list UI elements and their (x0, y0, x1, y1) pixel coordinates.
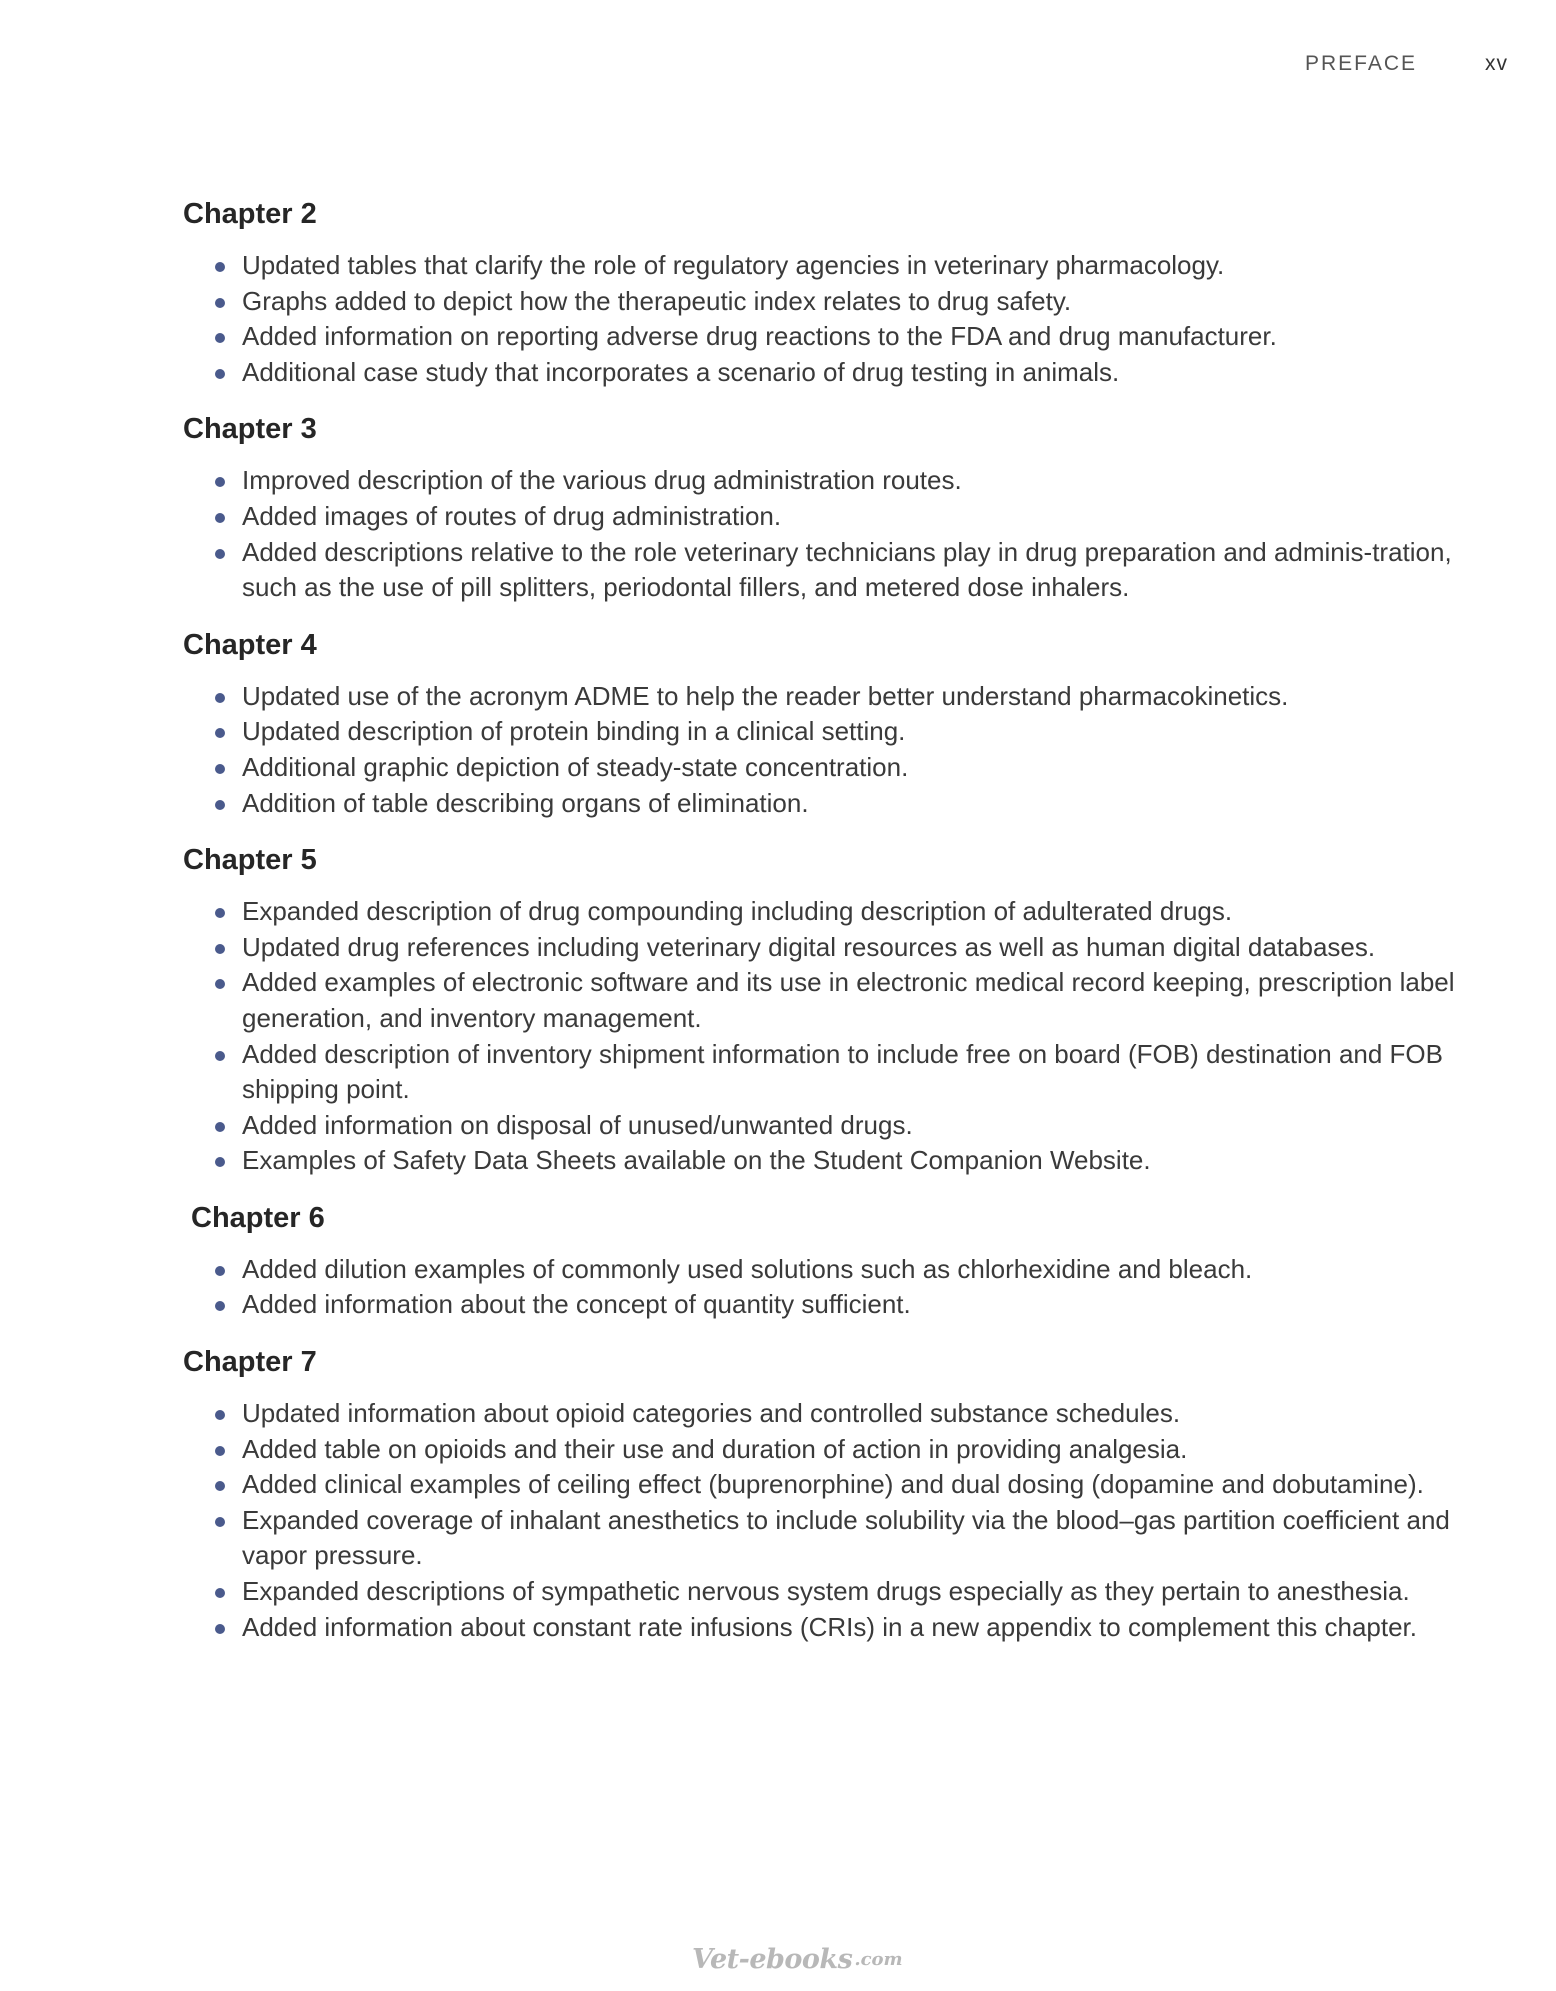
list-item: Added information about the concept of quantity sufficient. (242, 1287, 1473, 1323)
bullet-list (183, 463, 1473, 605)
list-item: Added information on disposal of unused/unwanted drugs. (242, 1108, 1473, 1144)
list-item: Added information on reporting adverse drug reactions to the FDA and drug manufacturer. (242, 319, 1473, 355)
bullet-list (183, 894, 1473, 1179)
list-item: Graphs added to depict how the therapeutic index relates to drug safety. (242, 284, 1473, 320)
list-item: Addition of table describing organs of elimination. (242, 786, 1473, 822)
chapter-section (183, 196, 1473, 390)
watermark-text: Vet-ebooks (692, 1944, 853, 1975)
chapter-heading: Chapter 7 (183, 1346, 317, 1379)
list-item: Expanded description of drug compounding including description of adulterated drugs. (242, 894, 1473, 930)
chapter-heading: Chapter 6 (191, 1201, 325, 1234)
running-head (1305, 52, 1508, 76)
bullet-list (183, 1252, 1473, 1323)
list-item: Improved description of the various drug administration routes. (242, 463, 1473, 499)
chapter-section (183, 1200, 1473, 1323)
list-item: Updated drug references including veterinary digital resources as well as human digital databases. (242, 930, 1473, 966)
bullet-list (183, 248, 1473, 390)
chapter-heading: Chapter 5 (183, 844, 317, 877)
list-item: Updated description of protein binding in a clinical setting. (242, 714, 1473, 750)
chapter-section (183, 411, 1473, 605)
list-item: Expanded coverage of inhalant anesthetics to include solubility via the blood–gas partition coefficient and vapor pressure. (242, 1503, 1473, 1574)
preface-content (183, 196, 1473, 1666)
list-item: Added descriptions relative to the role veterinary technicians play in drug preparation and adminis-tration, such as the use of pill splitters, periodontal fillers, and metered dose inhalers. (242, 535, 1473, 606)
watermark-logo (692, 1944, 903, 1975)
list-item: Expanded descriptions of sympathetic nervous system drugs especially as they pertain to anesthesia. (242, 1574, 1473, 1610)
list-item: Additional case study that incorporates a scenario of drug testing in animals. (242, 355, 1473, 391)
list-item: Added dilution examples of commonly used solutions such as chlorhexidine and bleach. (242, 1252, 1473, 1288)
list-item: Additional graphic depiction of steady-state concentration. (242, 750, 1473, 786)
chapter-heading: Chapter 4 (183, 628, 317, 661)
list-item: Added examples of electronic software and its use in electronic medical record keeping, prescription label generation, and inventory management. (242, 965, 1473, 1036)
list-item: Updated use of the acronym ADME to help the reader better understand pharmacokinetics. (242, 679, 1473, 715)
chapter-section (183, 1344, 1473, 1645)
bullet-list (183, 679, 1473, 821)
chapter-heading: Chapter 3 (183, 413, 317, 446)
bullet-list (183, 1396, 1473, 1645)
chapter-section (183, 842, 1473, 1179)
running-title: PREFACE (1304, 52, 1417, 75)
list-item: Added clinical examples of ceiling effect (buprenorphine) and dual dosing (dopamine and dobutamine). (242, 1467, 1473, 1503)
chapter-heading: Chapter 2 (183, 198, 317, 230)
list-item: Examples of Safety Data Sheets available on the Student Companion Website. (242, 1143, 1473, 1179)
list-item: Updated tables that clarify the role of regulatory agencies in veterinary pharmacology. (242, 248, 1473, 284)
list-item: Updated information about opioid categories and controlled substance schedules. (242, 1396, 1473, 1432)
list-item: Added table on opioids and their use and duration of action in providing analgesia. (242, 1432, 1473, 1468)
list-item: Added description of inventory shipment information to include free on board (FOB) destination and FOB shipping point. (242, 1037, 1473, 1108)
list-item: Added information about constant rate infusions (CRIs) in a new appendix to complement this chapter. (242, 1610, 1473, 1646)
chapter-section (183, 627, 1473, 821)
watermark-suffix: .com (854, 1949, 903, 1970)
page-number: xv (1485, 52, 1508, 75)
list-item: Added images of routes of drug administration. (242, 499, 1473, 535)
